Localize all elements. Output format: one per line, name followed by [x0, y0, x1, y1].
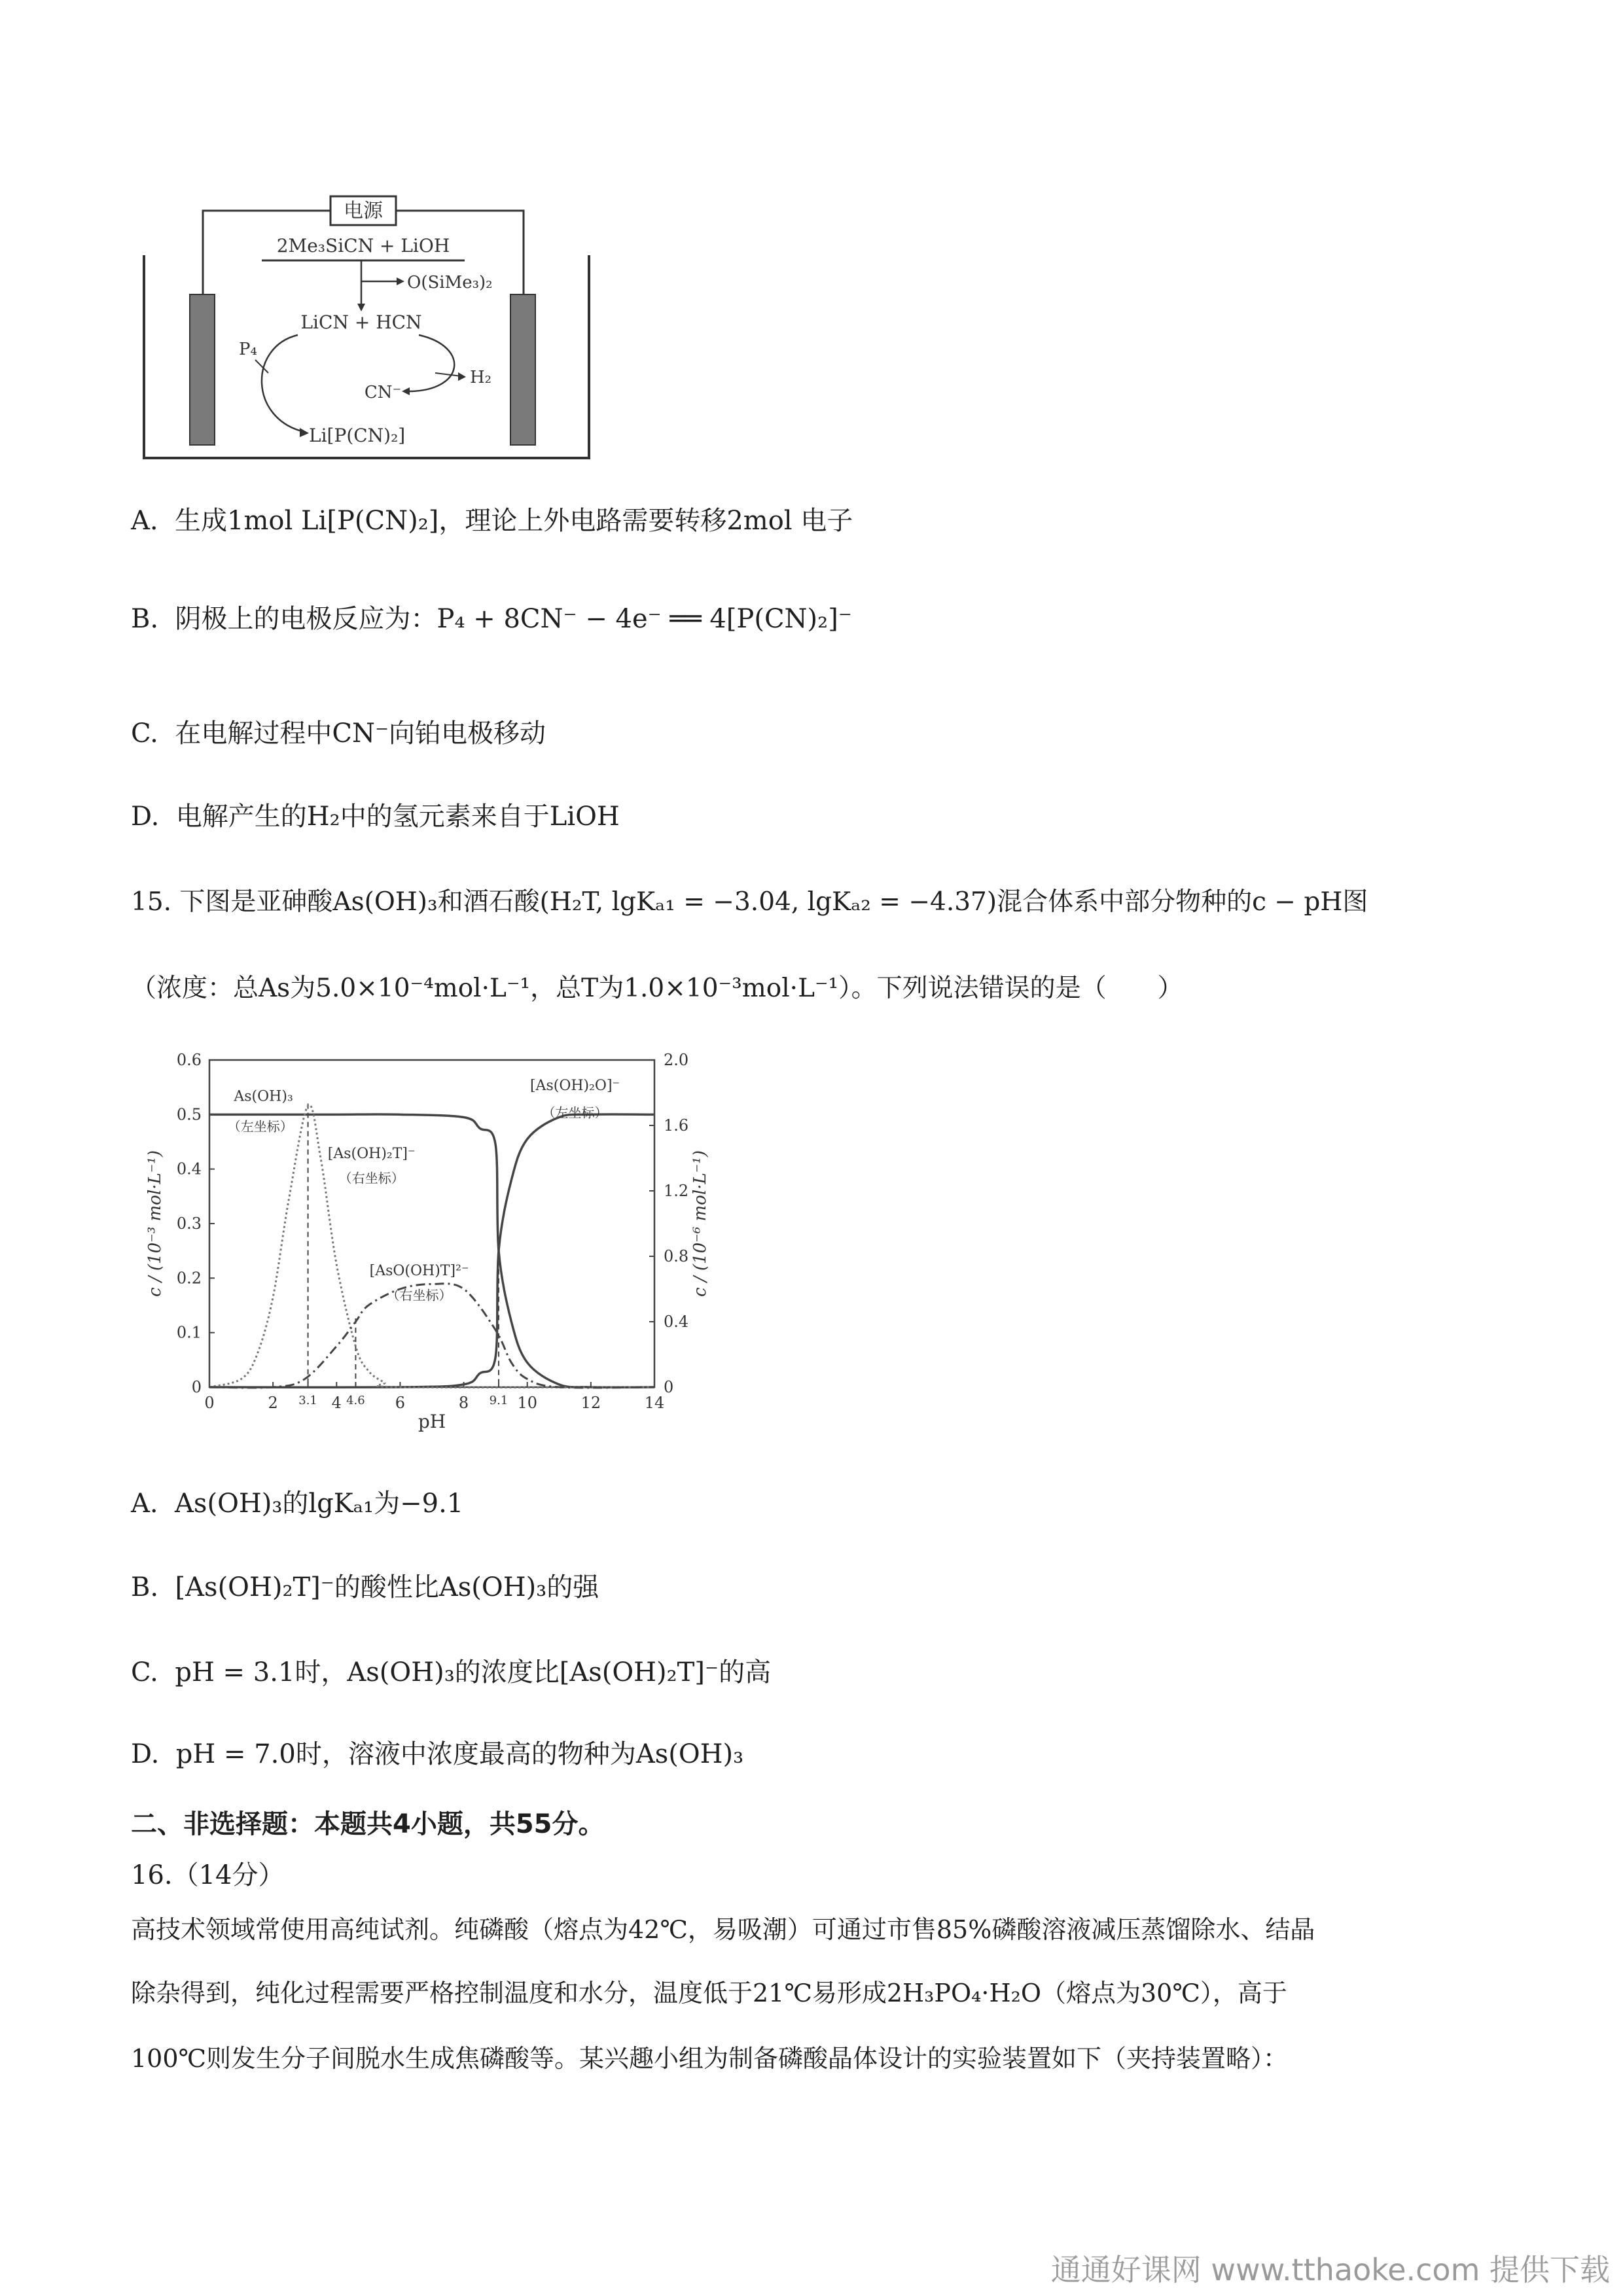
series-as-oh3: [209, 1114, 654, 1387]
electrolysis-diagram: [131, 183, 602, 471]
footer-watermark: 通通好课网 www.tthaoke.com 提供下载: [1050, 2252, 1610, 2287]
x-tick-label: 14: [644, 1394, 665, 1412]
annotation-aso-oh-t: [AsO(OH)T]²⁻: [369, 1263, 469, 1280]
q15-option-c: C. pH = 3.1时，As(OH)₃的浓度比[As(OH)₂T]⁻的高: [131, 1657, 772, 1687]
power-label: 电源: [344, 200, 383, 222]
y-left-tick-label: 0.3: [176, 1214, 202, 1233]
x-tick-label: 8: [458, 1394, 469, 1412]
annotation-as-oh3: As(OH)₃: [234, 1088, 293, 1105]
x-tick-label: 9.1: [489, 1394, 508, 1407]
y-left-axis-label: c / (10⁻³ mol·L⁻¹): [145, 1150, 165, 1297]
q16-paragraph-line3: 100℃则发生分子间脱水生成焦磷酸等。某兴趣小组为制备磷酸晶体设计的实验装置如下（夹持装置略）：: [131, 2044, 1289, 2073]
q14-option-c: C. 在电解过程中CN⁻向铂电极移动: [131, 718, 546, 749]
cn-label: CN⁻: [364, 383, 402, 402]
q14-option-b: B. 阴极上的电极反应为：P₄ + 8CN⁻ − 4e⁻ ══ 4[P(CN)₂]⁻: [131, 604, 852, 634]
left-electrode: [190, 294, 215, 445]
x-tick-label: 4: [331, 1394, 342, 1412]
x-tick-label: 3.1: [298, 1394, 317, 1407]
annotation-as-oh3-axis: （左坐标）: [227, 1118, 293, 1135]
p4-label: P₄: [239, 340, 257, 359]
y-right-tick-label: 0.8: [664, 1247, 689, 1265]
x-tick-label: 2: [268, 1394, 278, 1412]
q14-option-a: A. 生成1mol Li[P(CN)₂]，理论上外电路需要转移2mol 电子: [131, 506, 853, 536]
annotation-as-oh2t-axis: （右坐标）: [338, 1170, 404, 1186]
q14-option-d: D. 电解产生的H₂中的氢元素来自于LiOH: [131, 802, 620, 832]
y-right-tick-label: 1.2: [664, 1182, 689, 1200]
q15-stem-line2: （浓度：总As为5.0×10⁻⁴mol·L⁻¹，总T为1.0×10⁻³mol·L⁻¹）。下列说法错误的是（ ）: [131, 974, 1183, 1003]
y-right-tick-label: 2.0: [664, 1051, 689, 1069]
q15-option-a: A. As(OH)₃的lgKₐ₁为−9.1: [131, 1489, 464, 1519]
x-tick-label: 12: [580, 1394, 601, 1412]
x-tick-label: 6: [395, 1394, 406, 1412]
y-left-tick-label: 0: [191, 1378, 202, 1396]
byproduct-label: O(SiMe₃)₂: [407, 273, 493, 292]
y-left-tick-label: 0.1: [176, 1323, 202, 1342]
h2-label: H₂: [470, 368, 492, 387]
annotation-as-oh2t: [As(OH)₂T]⁻: [327, 1146, 416, 1162]
c-ph-chart: [131, 1047, 720, 1439]
y-right-tick-label: 1.6: [664, 1116, 689, 1135]
series-as-oh2t: [209, 1105, 654, 1388]
annotation-aso-oh-t-axis: （右坐标）: [386, 1287, 452, 1303]
right-electrode: [510, 294, 535, 445]
y-right-axis-label: c / (10⁻⁶ mol·L⁻¹): [690, 1150, 710, 1297]
reactants-label: 2Me₃SiCN + LiOH: [276, 235, 450, 256]
annotation-as-oh2o-axis: （左坐标）: [542, 1104, 608, 1121]
intermediate-label: LiCN + HCN: [300, 311, 422, 333]
y-right-tick-label: 0: [664, 1378, 674, 1396]
q16-paragraph-line1: 高技术领域常使用高纯试剂。纯磷酸（熔点为42℃，易吸潮）可通过市售85%磷酸溶液减压蒸馏除水、结晶: [131, 1915, 1315, 1944]
x-axis-label: pH: [418, 1411, 446, 1432]
y-right-tick-label: 0.4: [664, 1313, 689, 1331]
x-tick-label: 0: [204, 1394, 215, 1412]
y-left-tick-label: 0.5: [176, 1105, 202, 1124]
q15-stem-line1: 15. 下图是亚砷酸As(OH)₃和酒石酸(H₂T, lgKₐ₁ = −3.04, lgKₐ₂ = −4.37)混合体系中部分物种的c − pH图: [131, 887, 1368, 917]
x-tick-label: 10: [517, 1394, 537, 1412]
y-left-tick-label: 0.2: [176, 1269, 202, 1288]
series-as-oh2o: [209, 1114, 654, 1387]
x-tick-label: 4.6: [346, 1394, 365, 1407]
product-label: Li[P(CN)₂]: [309, 425, 406, 446]
q15-option-b: B. [As(OH)₂T]⁻的酸性比As(OH)₃的强: [131, 1572, 599, 1602]
q16-paragraph-line2: 除杂得到，纯化过程需要严格控制温度和水分，温度低于21℃易形成2H₃PO₄·H₂O（熔点为30℃），高于: [131, 1979, 1287, 2007]
annotation-as-oh2o: [As(OH)₂O]⁻: [529, 1077, 620, 1094]
q15-option-d: D. pH = 7.0时，溶液中浓度最高的物种为As(OH)₃: [131, 1739, 744, 1769]
section-heading: 二、非选择题：本题共4小题，共55分。: [131, 1809, 605, 1839]
q16-header: 16.（14分）: [131, 1860, 285, 1890]
y-left-tick-label: 0.6: [176, 1051, 202, 1069]
y-left-tick-label: 0.4: [176, 1159, 202, 1178]
